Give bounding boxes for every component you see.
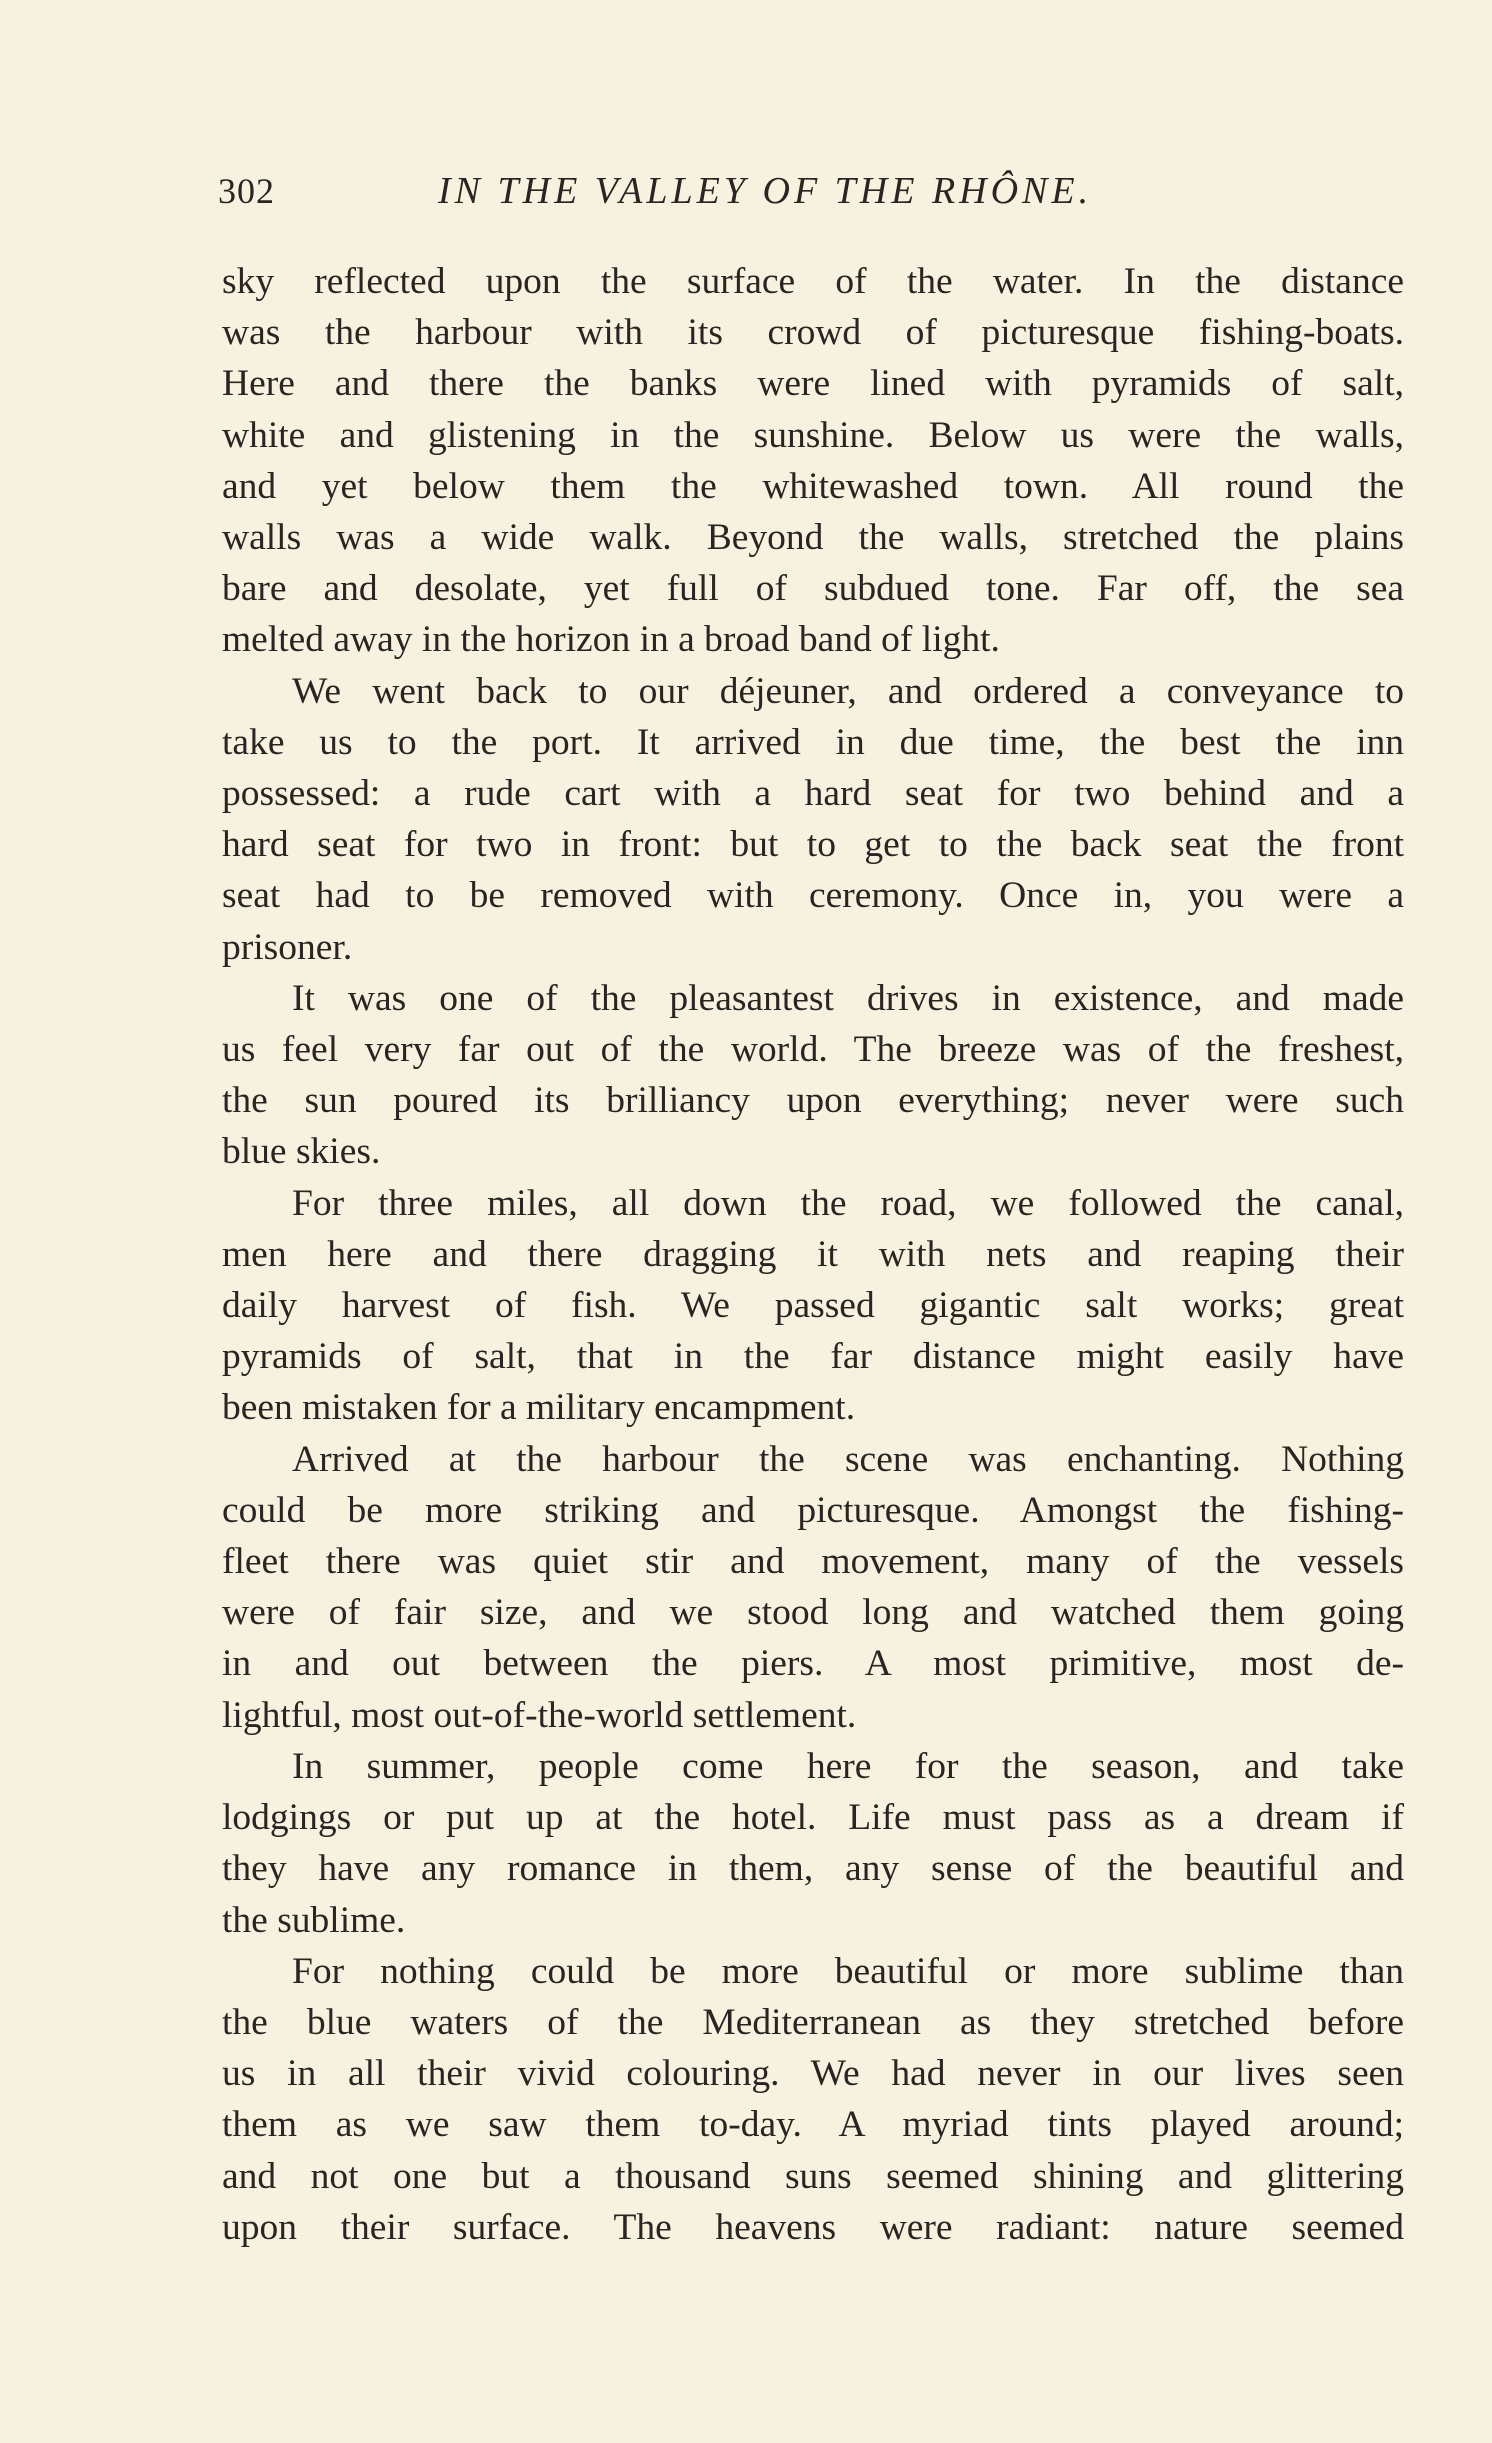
- text-line: lodgings or put up at the hotel. Life must pass as a dream if: [222, 1797, 1404, 1839]
- text-line: daily harvest of fish. We passed gigantic salt works; great: [222, 1285, 1404, 1327]
- text-line: the blue waters of the Mediterranean as they stretched before: [222, 2001, 1404, 2043]
- text-line: For three miles, all down the road, we followed the canal,: [292, 1182, 1404, 1224]
- text-line: and not one but a thousand suns seemed shining and glittering: [222, 2155, 1404, 2197]
- text-line: men here and there dragging it with nets and reaping their: [222, 1233, 1404, 1275]
- text-line: upon their surface. The heavens were radiant: nature seemed: [222, 2206, 1404, 2248]
- text-line: lightful, most out-of-the-world settlement.: [222, 1694, 857, 1736]
- text-line: bare and desolate, yet full of subdued tone. Far off, the sea: [222, 568, 1404, 610]
- text-line: take us to the port. It arrived in due time, the best the inn: [222, 721, 1404, 763]
- text-line: was the harbour with its crowd of picturesque fishing-boats.: [222, 312, 1404, 354]
- running-head: [218, 164, 1218, 218]
- text-line: could be more striking and picturesque. Amongst the fishing-: [222, 1489, 1404, 1531]
- text-line: they have any romance in them, any sense of the beautiful and: [222, 1848, 1404, 1890]
- text-line: the sublime.: [222, 1899, 406, 1941]
- text-line: been mistaken for a military encampment.: [222, 1387, 856, 1429]
- text-line: them as we saw them to-day. A myriad tints played around;: [222, 2104, 1404, 2146]
- text-line: sky reflected upon the surface of the water. In the distance: [222, 261, 1404, 302]
- running-title: IN THE VALLEY OF THE RHÔNE.: [438, 170, 1093, 212]
- text-line: seat had to be removed with ceremony. Once in, you were a: [222, 875, 1404, 917]
- paragraph-2: [222, 666, 1404, 973]
- body-text: [222, 256, 1404, 2253]
- text-line: us feel very far out of the world. The breeze was of the freshest,: [222, 1029, 1404, 1071]
- text-line: possessed: a rude cart with a hard seat for two behind and a: [222, 773, 1404, 815]
- text-line: melted away in the horizon in a broad band of light.: [222, 619, 1000, 661]
- text-line: It was one of the pleasantest drives in existence, and made: [292, 977, 1404, 1019]
- text-line: us in all their vivid colouring. We had never in our lives seen: [222, 2053, 1404, 2095]
- text-line: were of fair size, and we stood long and watched them going: [222, 1592, 1404, 1634]
- text-line: We went back to our déjeuner, and ordered a conveyance to: [292, 670, 1404, 712]
- text-line: white and glistening in the sunshine. Below us were the walls,: [222, 414, 1404, 456]
- paragraph-3: [222, 973, 1404, 1178]
- text-line: For nothing could be more beautiful or more sublime than: [292, 1950, 1404, 1992]
- text-line: fleet there was quiet stir and movement, many of the vessels: [222, 1541, 1404, 1583]
- text-line: in and out between the piers. A most primitive, most de-: [222, 1643, 1404, 1685]
- paragraph-6: [222, 1741, 1404, 1946]
- text-line: hard seat for two in front: but to get to the back seat the front: [222, 824, 1404, 866]
- text-line: blue skies.: [222, 1131, 381, 1173]
- text-line: Arrived at the harbour the scene was enchanting. Nothing: [292, 1438, 1404, 1480]
- text-line: walls was a wide walk. Beyond the walls, stretched the plains: [222, 517, 1404, 559]
- text-line: In summer, people come here for the season, and take: [292, 1745, 1404, 1787]
- paragraph-4: [222, 1178, 1404, 1434]
- text-line: Here and there the banks were lined with pyramids of salt,: [222, 363, 1404, 405]
- text-line: and yet below them the whitewashed town. All round the: [222, 465, 1404, 507]
- paragraph-1: [222, 256, 1404, 666]
- paragraph-5: [222, 1434, 1404, 1741]
- paragraph-7: [222, 1946, 1404, 2253]
- text-line: pyramids of salt, that in the far distance might easily have: [222, 1336, 1404, 1378]
- text-line: the sun poured its brilliancy upon everything; never were such: [222, 1080, 1404, 1122]
- page-number: 302: [218, 171, 275, 211]
- text-line: prisoner.: [222, 926, 353, 968]
